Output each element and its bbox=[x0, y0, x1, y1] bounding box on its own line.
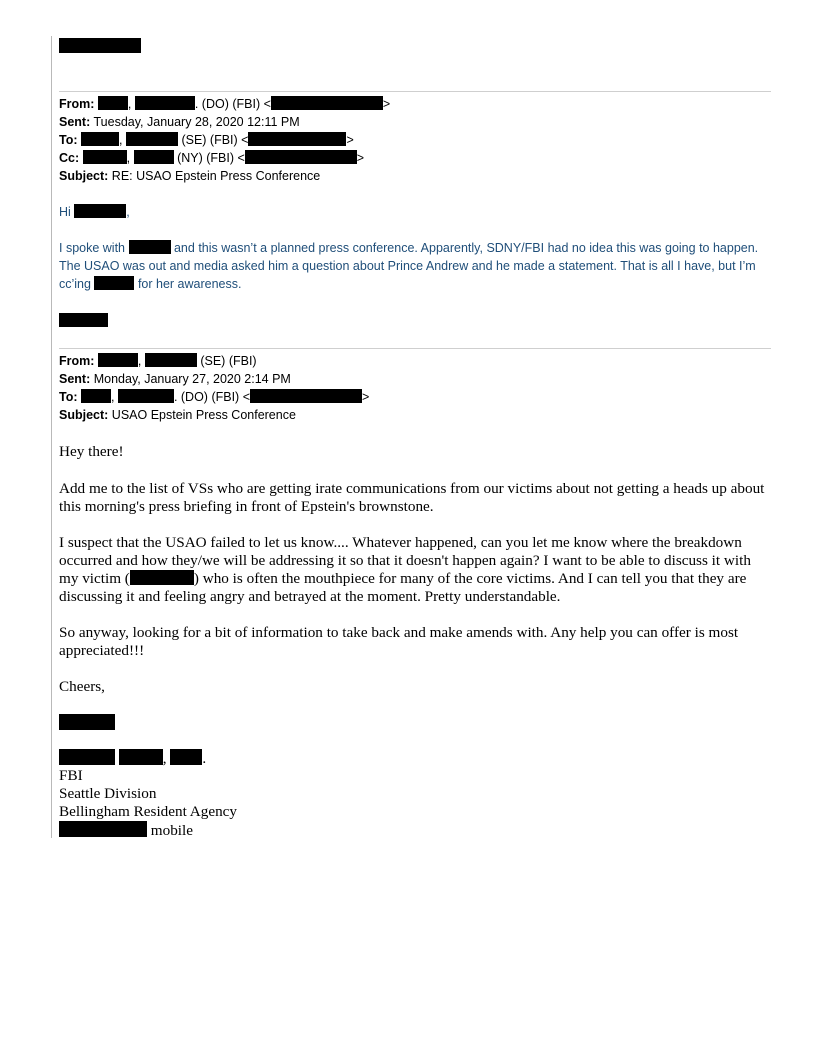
redacted-block bbox=[170, 749, 202, 765]
original-greeting bbox=[59, 443, 771, 461]
subject-value: RE: USAO Epstein Press Conference bbox=[111, 169, 321, 183]
redacted-block bbox=[81, 132, 119, 146]
sent-value: Tuesday, January 28, 2020 12:11 PM bbox=[93, 115, 300, 129]
redacted-block bbox=[271, 96, 383, 110]
redacted-block bbox=[145, 353, 197, 367]
sig-division: Seattle Division bbox=[59, 785, 157, 802]
para-text: Add me to the list of VSs who are getting irate communications from our victims about not getting a heads up about this morning's press briefing in front of Epstein's brownstone. bbox=[59, 480, 765, 515]
closing bbox=[59, 678, 771, 696]
reply-text-2: and this wasn’t a planned press conference. Apparently, SDNY/FBI had no idea this was going to happen. The USAO was out and media asked him a question about Prince Andrew and he made a statement. That is all I have, but I’m cc’ing bbox=[59, 241, 759, 291]
redacted-block bbox=[94, 276, 134, 290]
original-header bbox=[59, 352, 369, 424]
reply-text-3: for her awareness. bbox=[137, 277, 242, 291]
to-row: To: , (SE) (FBI) < > bbox=[59, 133, 354, 147]
orig-from-suffix: (SE) (FBI) bbox=[200, 354, 257, 368]
orig-to-row: To: , . (DO) (FBI) < > bbox=[59, 390, 370, 404]
redacted-block bbox=[129, 240, 171, 254]
subject-row bbox=[59, 167, 390, 185]
cc-close: > bbox=[356, 151, 365, 165]
from-suffix: . (DO) (FBI) < bbox=[194, 97, 271, 111]
cc-row: Cc: , (NY) (FBI) < > bbox=[59, 151, 365, 165]
sig-agency: Bellingham Resident Agency bbox=[59, 803, 238, 820]
from-close: > bbox=[382, 97, 391, 111]
orig-sent-row bbox=[59, 370, 369, 388]
cc-suffix: (NY) (FBI) < bbox=[177, 151, 245, 165]
original-para-3 bbox=[59, 624, 771, 660]
sent-label: Sent: bbox=[59, 115, 91, 129]
orig-from-row: From: , (SE) (FBI) bbox=[59, 354, 257, 368]
para-text: So anyway, looking for a bit of information to take back and make amends with. Any help you can offer is most appreciated!!! bbox=[59, 624, 739, 659]
closing-text: Cheers, bbox=[59, 678, 105, 695]
reply-greeting bbox=[59, 203, 773, 221]
redacted-block bbox=[59, 821, 147, 837]
signature-name bbox=[59, 749, 771, 767]
redacted-block bbox=[59, 38, 141, 53]
redacted-block bbox=[245, 150, 357, 164]
reply-text-1: I spoke with bbox=[59, 241, 126, 255]
redacted-block bbox=[59, 749, 115, 765]
original-para-2 bbox=[59, 534, 771, 606]
redacted-block bbox=[98, 353, 138, 367]
redacted-block bbox=[81, 389, 111, 403]
separator-line bbox=[59, 91, 771, 92]
redacted-block bbox=[119, 749, 163, 765]
orig-sent-value: Monday, January 27, 2020 2:14 PM bbox=[93, 372, 291, 386]
to-suffix: (SE) (FBI) < bbox=[181, 133, 249, 147]
sent-row bbox=[59, 113, 390, 131]
separator-line bbox=[59, 348, 771, 349]
orig-subject-value: USAO Epstein Press Conference bbox=[111, 408, 296, 422]
redacted-signature bbox=[59, 313, 108, 327]
orig-sent-label: Sent: bbox=[59, 372, 91, 386]
orig-to-suffix: . (DO) (FBI) < bbox=[173, 390, 250, 404]
orig-subject-row bbox=[59, 406, 369, 424]
redacted-block bbox=[130, 570, 194, 585]
sig-mobile: mobile bbox=[150, 822, 193, 839]
original-para-1 bbox=[59, 480, 771, 516]
para-text: ) who is often the mouthpiece for many of the core victims. And I can tell you that they are discussing it and feeling angry and betrayed at the moment. Pretty understandable. bbox=[59, 570, 747, 605]
redacted-block bbox=[83, 150, 127, 164]
redacted-block bbox=[98, 96, 128, 110]
redacted-block bbox=[135, 96, 195, 110]
orig-to-close: > bbox=[362, 390, 370, 404]
greeting-text: Hi bbox=[59, 205, 71, 219]
greeting-text: Hey there! bbox=[59, 443, 124, 460]
redacted-block bbox=[74, 204, 126, 218]
orig-to-label: To: bbox=[59, 390, 78, 404]
to-label: To: bbox=[59, 133, 78, 147]
sig-org: FBI bbox=[59, 767, 83, 784]
name-sep: , bbox=[162, 750, 167, 767]
subject-label: Subject: bbox=[59, 169, 109, 183]
para-text: I suspect that the USAO failed to let us know.... Whatever happened, can you let me know where the breakdown occurred and how they/we will be addressing it so that it doesn't happen again? I want to be able to discuss it with my victim ( bbox=[59, 534, 751, 587]
name-end: . bbox=[202, 750, 207, 767]
orig-subject-label: Subject: bbox=[59, 408, 109, 422]
quote-rule bbox=[51, 36, 52, 838]
redacted-block bbox=[134, 150, 174, 164]
redacted-block bbox=[248, 132, 346, 146]
from-row: From: , . (DO) (FBI) < > bbox=[59, 97, 391, 111]
to-close: > bbox=[346, 133, 354, 147]
sig-mobile-row bbox=[59, 821, 771, 839]
from-label: From: bbox=[59, 97, 95, 111]
redacted-block bbox=[250, 389, 362, 403]
greeting-comma: , bbox=[126, 205, 130, 219]
cc-label: Cc: bbox=[59, 151, 80, 165]
reply-header bbox=[59, 95, 390, 185]
signature-block bbox=[59, 749, 771, 839]
orig-from-label: From: bbox=[59, 354, 95, 368]
redacted-block bbox=[126, 132, 178, 146]
reply-body bbox=[59, 239, 773, 293]
redacted-signature bbox=[59, 714, 115, 730]
redacted-block bbox=[118, 389, 174, 403]
